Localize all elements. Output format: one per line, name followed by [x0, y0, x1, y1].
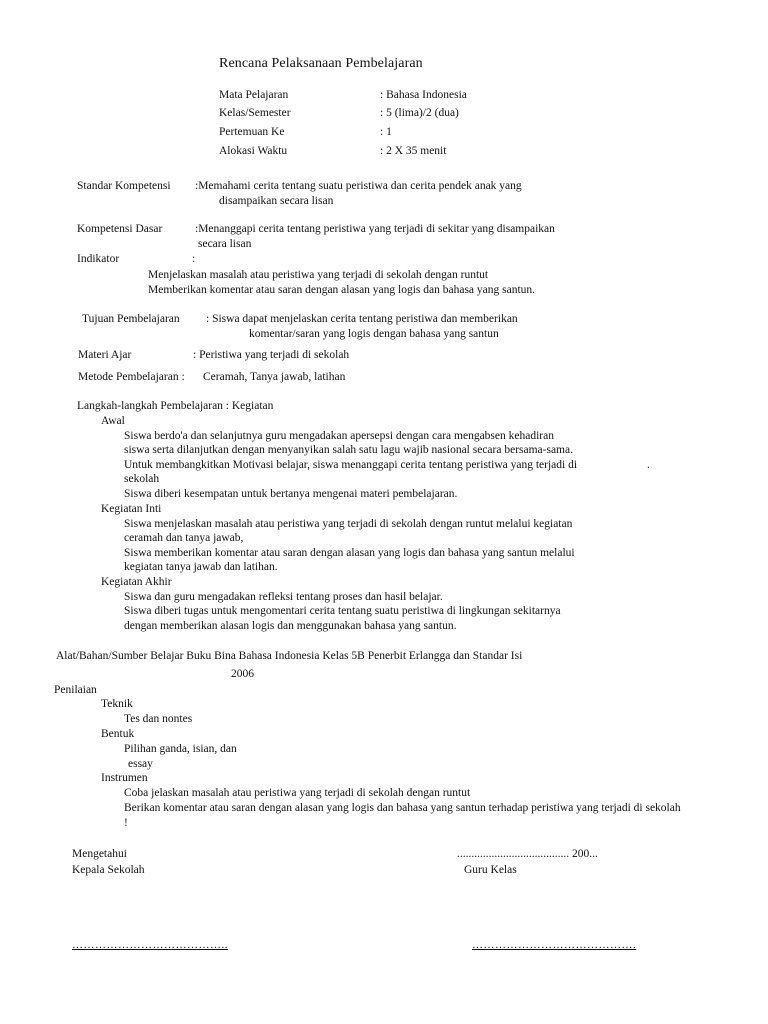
info-value: : Bahasa Indonesia [380, 89, 467, 101]
mengetahui-label: Mengetahui [72, 848, 127, 860]
info-label: Alokasi Waktu [219, 145, 288, 157]
awal-label: Awal [101, 415, 125, 427]
alat-year: 2006 [231, 668, 254, 680]
guru-signature-line: ……………………………………. [472, 939, 637, 951]
inti-line: Siswa memberikan komentar atau saran dengan alasan yang logis dan bahasa yang santun melalui [124, 547, 575, 559]
metode-label: Metode Pembelajaran : [78, 371, 185, 383]
info-value: : 5 (lima)/2 (dua) [380, 107, 459, 119]
instrumen-item: Berikan komentar atau saran dengan alasan yang logis dan bahasa yang santun terhadap peristiwa yang terjadi di sekolah [124, 802, 681, 814]
tujuan-text: komentar/saran yang logis dengan bahasa yang santun [249, 328, 499, 340]
akhir-label: Kegiatan Akhir [101, 576, 172, 588]
materi-label: Materi Ajar [78, 349, 132, 361]
kompetensi-label: Kompetensi Dasar [77, 223, 163, 235]
kepala-sekolah-label: Kepala Sekolah [72, 864, 145, 876]
tujuan-text: : Siswa dapat menjelaskan cerita tentang peristiwa dan memberikan [206, 313, 518, 325]
date-line: ....................................... 200... [457, 848, 598, 860]
bentuk-value: Pilihan ganda, isian, dan [124, 743, 237, 755]
instrumen-item: ! [124, 817, 128, 829]
awal-line: Untuk membangkitkan Motivasi belajar, siswa menanggapi cerita tentang peristiwa yang terjadi di [124, 459, 578, 471]
akhir-line: Siswa diberi tugas untuk mengomentari cerita tentang suatu peristiwa di lingkungan sekitarnya [124, 605, 561, 617]
instrumen-item: Coba jelaskan masalah atau peristiwa yang terjadi di sekolah dengan runtut [124, 787, 471, 799]
alat-text: Alat/Bahan/Sumber Belajar Buku Bina Bahasa Indonesia Kelas 5B Penerbit Erlangga dan Standar Isi [56, 650, 523, 662]
info-value: : 1 [380, 126, 392, 138]
akhir-line: dengan memberikan alasan logis dan menggunakan bahasa yang santun. [124, 620, 457, 632]
langkah-heading: Langkah-langkah Pembelajaran : Kegiatan [77, 400, 274, 412]
standar-label: Standar Kompetensi [77, 180, 171, 192]
awal-stray-dot: . [647, 459, 650, 471]
tujuan-label: Tujuan Pembelajaran [82, 313, 180, 325]
awal-line: sekolah [124, 473, 160, 485]
indikator-item: Menjelaskan masalah atau peristiwa yang terjadi di sekolah dengan runtut [148, 269, 489, 281]
materi-value: : Peristiwa yang terjadi di sekolah [193, 349, 350, 361]
awal-line: Siswa diberi kesempatan untuk bertanya mengenai materi pembelajaran. [124, 488, 458, 500]
metode-value: Ceramah, Tanya jawab, latihan [203, 371, 346, 383]
teknik-value: Tes dan nontes [124, 713, 193, 725]
kepala-signature-line: ………………………………….. [72, 939, 228, 951]
info-label: Pertemuan Ke [219, 126, 285, 138]
guru-kelas-label: Guru Kelas [464, 864, 517, 876]
standar-text: disampaikan secara lisan [219, 195, 334, 207]
info-label: Kelas/Semester [219, 107, 291, 119]
instrumen-label: Instrumen [101, 772, 148, 784]
kompetensi-text: secara lisan [198, 238, 252, 250]
teknik-label: Teknik [101, 698, 133, 710]
bentuk-value: essay [128, 758, 153, 770]
bentuk-label: Bentuk [101, 728, 135, 740]
document-title: Rencana Pelaksanaan Pembelajaran [219, 56, 423, 71]
indikator-label: Indikator [77, 253, 120, 265]
inti-line: Siswa menjelaskan masalah atau peristiwa yang terjadi di sekolah dengan runtut melalui kegiatan [124, 518, 573, 530]
inti-line: ceramah dan tanya jawab, [124, 532, 244, 544]
akhir-line: Siswa dan guru mengadakan refleksi tentang proses dan hasil belajar. [124, 591, 443, 603]
standar-text: :Memahami cerita tentang suatu peristiwa dan cerita pendek anak yang [195, 180, 522, 192]
penilaian-heading: Penilaian [54, 684, 97, 696]
kompetensi-text: :Menanggapi cerita tentang peristiwa yang terjadi di sekitar yang disampaikan [195, 223, 555, 235]
awal-line: Siswa berdo'a dan selanjutnya guru mengadakan apersepsi dengan cara mengabsen kehadiran [124, 430, 554, 442]
info-value: : 2 X 35 menit [380, 145, 447, 157]
awal-line: siswa serta dilanjutkan dengan menyanyikan salah satu lagu wajib nasional secara bersama-sama. [124, 444, 573, 456]
inti-label: Kegiatan Inti [101, 503, 162, 515]
info-label: Mata Pelajaran [219, 89, 289, 101]
inti-line: kegiatan tanya jawab dan latihan. [124, 561, 278, 573]
indikator-item: Memberikan komentar atau saran dengan alasan yang logis dan bahasa yang santun. [148, 284, 536, 296]
indikator-colon: : [192, 253, 196, 265]
